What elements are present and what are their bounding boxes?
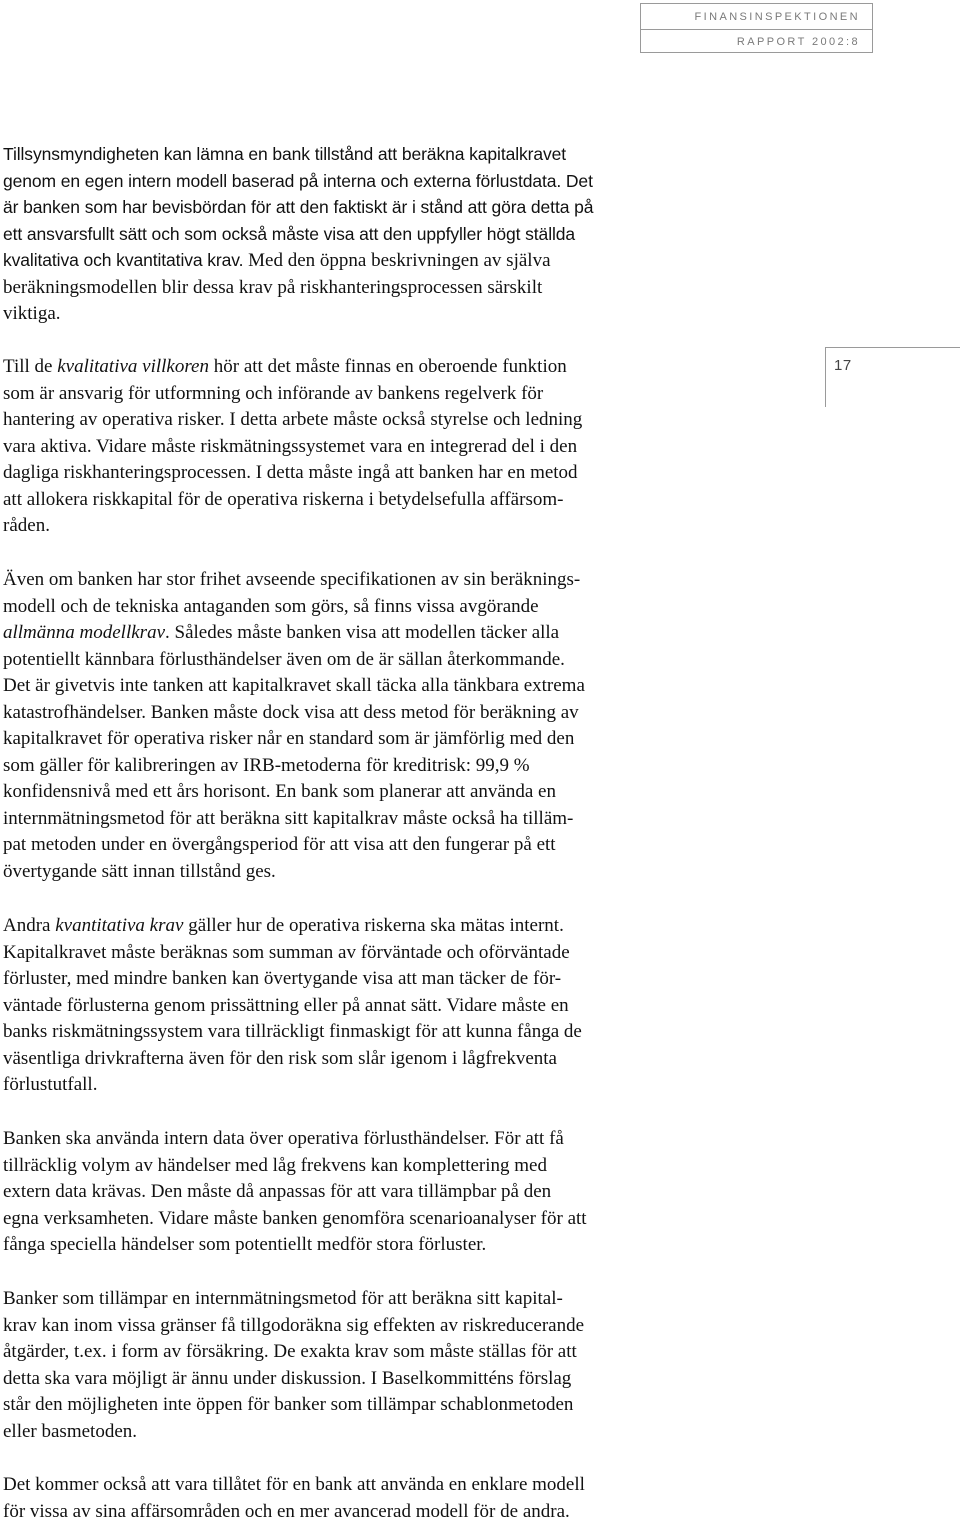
- paragraph-line: kapitalkravet för operativa risker når en standard som är jämförlig med den: [3, 726, 708, 753]
- paragraph-line: förlustutfall.: [3, 1072, 708, 1099]
- paragraph-line: [3, 247, 708, 275]
- paragraph-line: [3, 913, 708, 940]
- paragraph-line: Tillsynsmyndigheten kan lämna en bank tillstånd att beräkna kapitalkravet: [3, 141, 708, 168]
- paragraph-line: fånga speciella händelser som potentiellt medför stora förluster.: [3, 1232, 708, 1259]
- page-number: 17: [834, 357, 852, 374]
- paragraph-line: förluster, med mindre banken kan övertygande visa att man täcker de för-: [3, 966, 708, 993]
- header-report-id: RAPPORT 2002:8: [737, 36, 860, 48]
- paragraph-line: är banken som har bevisbördan för att den faktiskt är i stånd att göra detta på: [3, 194, 708, 221]
- text-run: gäller hur de operativa riskerna ska mätas internt.: [183, 915, 563, 936]
- paragraph-line: övertygande sätt innan tillstånd ges.: [3, 859, 708, 886]
- paragraph-line: krav kan inom vissa gränser få tillgodoräkna sig effekten av riskreducerande: [3, 1313, 708, 1340]
- paragraph-line: katastrofhändelser. Banken måste dock visa att dess metod för beräkning av: [3, 700, 708, 727]
- italic-term: kvalitativa villkoren: [57, 356, 209, 377]
- paragraph-line: väsentliga drivkrafterna även för den risk som slår igenom i lågfrekventa: [3, 1046, 708, 1073]
- text-run: hör att det måste finnas en oberoende funktion: [209, 356, 567, 377]
- paragraph-1: [3, 141, 708, 328]
- paragraph-line: internmätningsmetod för att beräkna sitt kapitalkrav måste också ha tilläm-: [3, 806, 708, 833]
- paragraph-line: potentiellt kännbara förlusthändelser även om de är sällan återkommande.: [3, 647, 708, 674]
- paragraph-line: för vissa av sina affärsområden och en mer avancerad modell för de andra.: [3, 1499, 708, 1525]
- paragraph-7: [3, 1472, 708, 1525]
- text-run: . Således måste banken visa att modellen täcker alla: [165, 622, 559, 643]
- paragraph-line: råden.: [3, 513, 708, 540]
- paragraph-4: [3, 913, 708, 1099]
- paragraph-line: vara aktiva. Vidare måste riskmätningssystemet vara en integrerad del i den: [3, 434, 708, 461]
- paragraph-line: detta ska vara möjligt är ännu under diskussion. I Baselkommitténs förslag: [3, 1366, 708, 1393]
- text-run: Till de: [3, 356, 57, 377]
- paragraph-line: står den möjligheten inte öppen för banker som tillämpar schablonmetoden: [3, 1392, 708, 1419]
- text-run: kvalitativa och kvantitativa krav.: [3, 250, 243, 270]
- paragraph-line: [3, 354, 708, 381]
- header-organization: FINANSINSPEKTIONEN: [695, 11, 860, 23]
- paragraph-line: beräkningsmodellen blir dessa krav på riskhanteringsprocessen särskilt: [3, 275, 708, 302]
- paragraph-line: eller basmetoden.: [3, 1419, 708, 1446]
- paragraph-line: Även om banken har stor frihet avseende specifikationen av sin beräknings-: [3, 567, 708, 594]
- paragraph-line: genom en egen intern modell baserad på interna och externa förlustdata. Det: [3, 168, 708, 195]
- italic-term: allmänna modellkrav: [3, 622, 165, 643]
- paragraph-line: egna verksamheten. Vidare måste banken genomföra scenarioanalyser för att: [3, 1206, 708, 1233]
- paragraph-line: Banken ska använda intern data över operativa förlusthändelser. För att få: [3, 1126, 708, 1153]
- paragraph-line: som är ansvarig för utformning och införande av bankens regelverk för: [3, 381, 708, 408]
- paragraph-6: [3, 1286, 708, 1445]
- text-run: Med den öppna beskrivningen av själva: [243, 250, 550, 271]
- paragraph-line: konfidensnivå med ett års horisont. En bank som planerar att använda en: [3, 779, 708, 806]
- paragraph-line: väntade förlusterna genom prissättning eller på annat sätt. Vidare måste en: [3, 993, 708, 1020]
- page-number-box: [825, 347, 960, 407]
- paragraph-line: Det är givetvis inte tanken att kapitalkravet skall täcka alla tänkbara extrema: [3, 673, 708, 700]
- paragraph-line: banks riskmätningssystem vara tillräckligt finmaskigt för att kunna fånga de: [3, 1019, 708, 1046]
- paragraph-line: ett ansvarsfullt sätt och som också måste visa att den uppfyller högt ställda: [3, 221, 708, 248]
- report-header: [640, 3, 873, 53]
- paragraph-line: som gäller för kalibreringen av IRB-metoderna för kreditrisk: 99,9 %: [3, 753, 708, 780]
- paragraph-line: dagliga riskhanteringsprocessen. I detta måste ingå att banken har en metod: [3, 460, 708, 487]
- paragraph-line: Det kommer också att vara tillåtet för en bank att använda en enklare modell: [3, 1472, 708, 1499]
- paragraph-line: att allokera riskkapital för de operativa riskerna i betydelsefulla affärsom-: [3, 487, 708, 514]
- paragraph-line: Kapitalkravet måste beräknas som summan av förväntade och oförväntade: [3, 940, 708, 967]
- paragraph-line: viktiga.: [3, 301, 708, 328]
- paragraph-5: [3, 1126, 708, 1259]
- paragraph-2: [3, 354, 708, 540]
- header-divider: [641, 29, 872, 30]
- paragraph-line: Banker som tillämpar en internmätningsmetod för att beräkna sitt kapital-: [3, 1286, 708, 1313]
- paragraph-line: modell och de tekniska antaganden som görs, så finns vissa avgörande: [3, 594, 708, 621]
- italic-term: kvantitativa krav: [55, 915, 183, 936]
- text-run: Andra: [3, 915, 55, 936]
- paragraph-3: [3, 567, 708, 885]
- paragraph-line: extern data krävas. Den måste då anpassas för att vara tillämpbar på den: [3, 1179, 708, 1206]
- paragraph-line: [3, 620, 708, 647]
- paragraph-line: pat metoden under en övergångsperiod för att visa att den fungerar på ett: [3, 832, 708, 859]
- paragraph-line: åtgärder, t.ex. i form av försäkring. De exakta krav som måste ställas för att: [3, 1339, 708, 1366]
- paragraph-line: tillräcklig volym av händelser med låg frekvens kan komplettering med: [3, 1153, 708, 1180]
- paragraph-line: hantering av operativa risker. I detta arbete måste också styrelse och ledning: [3, 407, 708, 434]
